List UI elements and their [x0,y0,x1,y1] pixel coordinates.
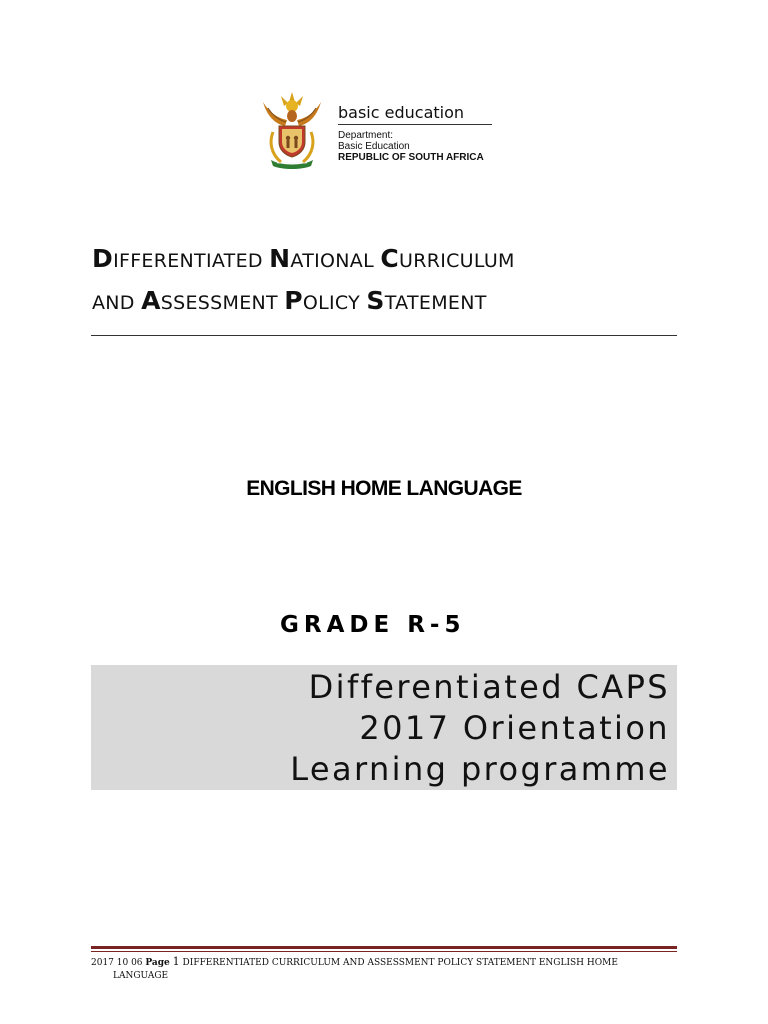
dept-line-republic: REPUBLIC OF SOUTH AFRICA [338,152,484,163]
title-word: ATIONAL [290,250,381,272]
title-line-1 [92,239,692,281]
title-word: OLICY [302,292,367,314]
brand-name: basic education [338,103,492,125]
dept-line-department: Department: [338,130,394,141]
footer-rule-thick [91,946,677,949]
department-logo [259,88,499,174]
footer-date: 2017 10 06 [91,958,143,968]
title-cap: A [141,286,161,315]
title-cap: S [366,286,385,315]
footer-doc-title-cont: LANGUAGE [113,971,169,981]
programme-line-1: Differentiated CAPS [308,668,670,706]
footer-page-label: Page [145,958,170,968]
dept-line-basic-education: Basic Education [338,141,410,152]
subject-heading: ENGLISH HOME LANGUAGE [246,477,522,500]
programme-box [91,665,677,790]
title-word: URRICULUM [399,250,515,272]
grade-heading: GRADE R-5 [280,612,466,638]
page-footer [91,955,677,983]
document-title [92,239,692,323]
footer-doc-title: DIFFERENTIATED CURRICULUM AND ASSESSMENT POLICY STATEMENT ENGLISH HOME [182,958,618,968]
title-word: TATEMENT [384,292,487,314]
title-cap: N [269,244,291,273]
title-word: SSESSMENT [160,292,285,314]
programme-line-2: 2017 Orientation [359,709,670,747]
title-divider [91,335,677,336]
department-text [338,103,498,163]
title-word: IFFERENTIATED [113,250,270,272]
title-word: AND [92,292,142,314]
title-cap: P [284,286,303,315]
title-line-2 [92,281,692,323]
programme-line-3: Learning programme [290,750,670,788]
footer-page-number: 1 [172,955,180,968]
footer-rule-thin [91,951,677,952]
title-cap: C [380,244,399,273]
title-cap: D [92,244,114,273]
